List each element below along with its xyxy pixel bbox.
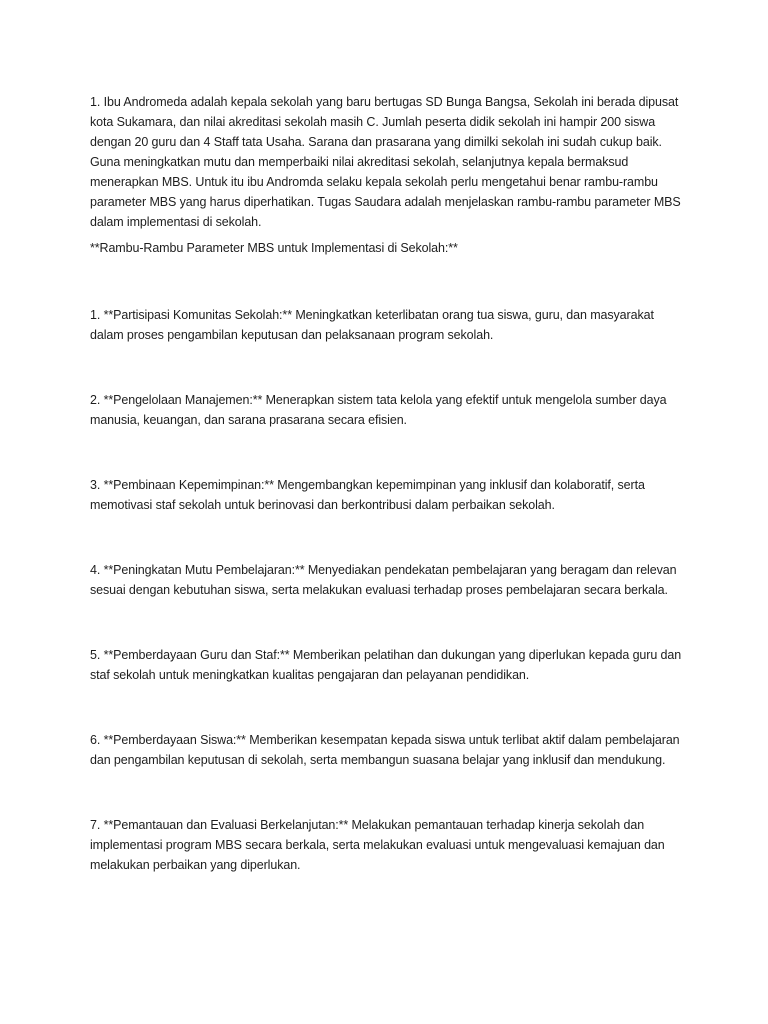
list-item: 3. **Pembinaan Kepemimpinan:** Mengembangkan kepemimpinan yang inklusif dan kolaboratif, serta memotivasi staf sekolah untuk berinovasi dan berkontribusi dalam perbaikan sekolah. — [90, 478, 645, 512]
list-item: 7. **Pemantauan dan Evaluasi Berkelanjutan:** Melakukan pemantauan terhadap kinerja sekolah dan implementasi program MBS secara berkala, serta melakukan evaluasi untuk mengevaluasi kemajuan dan melakukan perbaikan yang diperlukan. — [90, 818, 665, 872]
list-item: 6. **Pemberdayaan Siswa:** Memberikan kesempatan kepada siswa untuk terlibat aktif dalam pembelajaran dan pengambilan keputusan di sekolah, serta membangun suasana belajar yang inklusif dan mendukung. — [90, 733, 680, 767]
section-heading: **Rambu-Rambu Parameter MBS untuk Implementasi di Sekolah:** — [90, 241, 458, 255]
list-item: 1. **Partisipasi Komunitas Sekolah:** Meningkatkan keterlibatan orang tua siswa, guru, dan masyarakat dalam proses pengambilan keputusan dan pelaksanaan program sekolah. — [90, 308, 654, 342]
list-item: 4. **Peningkatan Mutu Pembelajaran:** Menyediakan pendekatan pembelajaran yang beragam dan relevan sesuai dengan kebutuhan siswa, serta melakukan evaluasi terhadap proses pembelajaran secara berkala. — [90, 563, 677, 597]
list-item: 2. **Pengelolaan Manajemen:** Menerapkan sistem tata kelola yang efektif untuk mengelola sumber daya manusia, keuangan, dan sarana prasarana secara efisien. — [90, 393, 667, 427]
intro-paragraph: 1. Ibu Andromeda adalah kepala sekolah yang baru bertugas SD Bunga Bangsa, Sekolah ini berada dipusat kota Sukamara, dan nilai akreditasi sekolah masih C. Jumlah peserta didik sekolah ini hampir 200 siswa dengan 20 guru dan 4 Staff tata Usaha. Sarana dan prasarana yang dimilki sekolah ini sudah cukup baik. Guna meningkatkan mutu dan memperbaiki nilai akreditasi sekolah, selanjutnya kepala bermaksud menerapkan MBS. Untuk itu ibu Andromda selaku kepala sekolah perlu mengetahui benar rambu-rambu parameter MBS yang harus diperhatikan. Tugas Saudara adalah menjelaskan rambu-rambu parameter MBS dalam implementasi di sekolah. — [90, 95, 681, 229]
document-body — [90, 92, 682, 920]
list-item: 5. **Pemberdayaan Guru dan Staf:** Memberikan pelatihan dan dukungan yang diperlukan kepada guru dan staf sekolah untuk meningkatkan kualitas pengajaran dan pelayanan pendidikan. — [90, 648, 682, 682]
